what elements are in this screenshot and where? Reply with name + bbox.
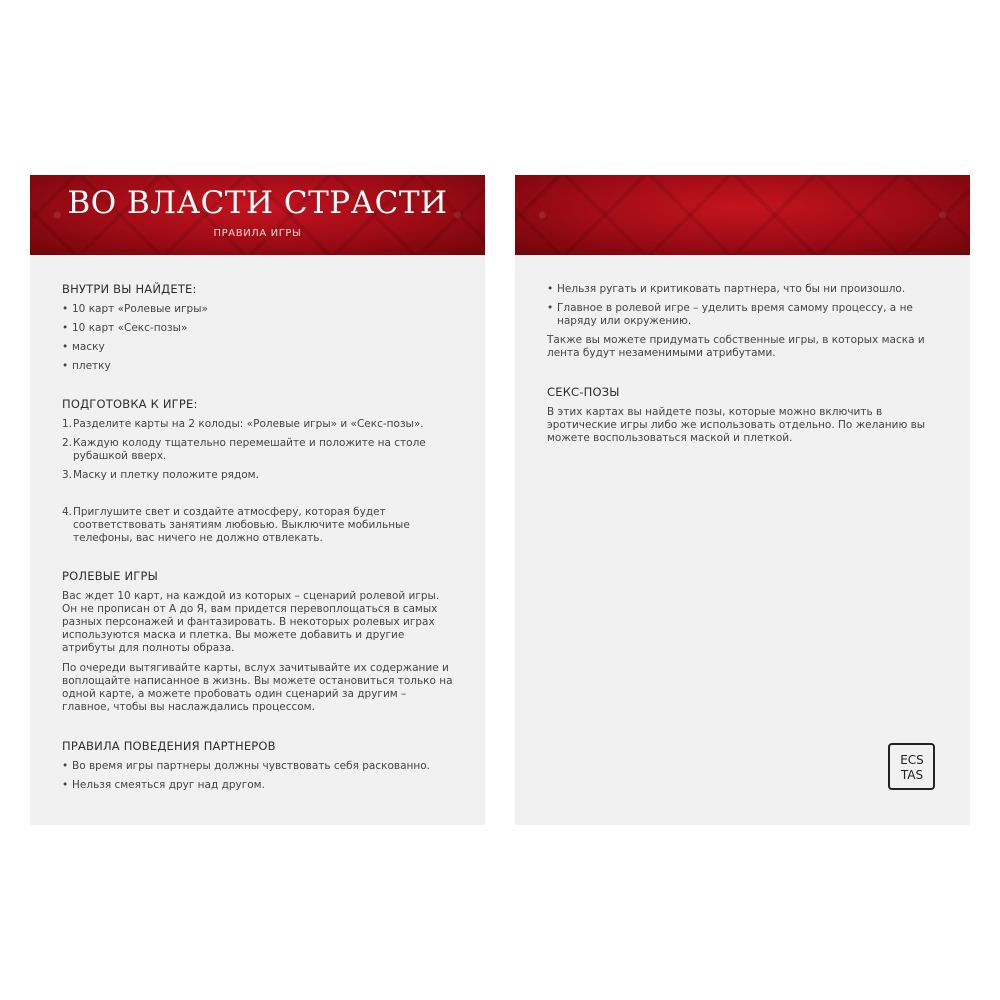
page-title: ВО ВЛАСТИ СТРАСТИ bbox=[67, 185, 448, 221]
svg-text:TAS: TAS bbox=[900, 767, 923, 782]
list-item: • плетку bbox=[62, 360, 111, 372]
list-item: • Главное в ролевой игре – уделить время самому процессу, а не наряду или окружению. bbox=[547, 302, 913, 327]
list-item: • 10 карт «Ролевые игры» bbox=[62, 303, 208, 315]
sex-poses-paragraph: В этих картах вы найдете позы, которые можно включить в эротические игры либо же использовать отдельно. По желанию вы можете воспользоваться маской и плеткой. bbox=[547, 406, 926, 444]
list-item: • маску bbox=[62, 341, 105, 353]
list-item: • Во время игры партнеры должны чувствовать себя раскованно. bbox=[62, 760, 431, 772]
left-content bbox=[62, 282, 457, 798]
svg-text:ECS: ECS bbox=[899, 752, 924, 767]
rules-page-left bbox=[30, 175, 485, 825]
list-item: • 10 карт «Секс-позы» bbox=[62, 322, 188, 334]
list-item: 3. Маску и плетку положите рядом. bbox=[62, 469, 259, 481]
roleplay-paragraph-1: Вас ждет 10 карт, на каждой из которых – сценарий ролевой игры. Он не прописан от А до Я, вам придется перевоплощаться в самых разных персонажей и фантазировать. В некоторых ролевых играх используются маска и плетка. Вы можете добавить и другие атрибуты для полноты образа. bbox=[62, 590, 440, 654]
list-item: • Нельзя смеяться друг над другом. bbox=[62, 779, 265, 791]
rules-page-right bbox=[515, 175, 970, 825]
section-heading-prep: ПОДГОТОВКА К ИГРЕ: bbox=[62, 397, 198, 411]
red-banner bbox=[30, 175, 485, 255]
list-item: 4. Приглушите свет и создайте атмосферу, которая будет соответствовать занятиям любовью. Выключите мобильные телефоны, вас ничего не должно отвлекать. bbox=[62, 506, 410, 544]
page-subtitle: ПРАВИЛА ИГРЫ bbox=[213, 228, 302, 239]
section-heading-inside: ВНУТРИ ВЫ НАЙДЕТЕ: bbox=[62, 282, 197, 296]
right-content bbox=[547, 283, 942, 452]
red-banner bbox=[515, 175, 970, 255]
list-item: 1. Разделите карты на 2 колоды: «Ролевые игры» и «Секс-позы». bbox=[62, 418, 424, 430]
section-heading-sex-poses: СЕКС-ПОЗЫ bbox=[547, 385, 620, 399]
section-heading-rules: ПРАВИЛА ПОВЕДЕНИЯ ПАРТНЕРОВ bbox=[62, 739, 276, 753]
roleplay-paragraph-2: По очереди вытягивайте карты, вслух зачитывайте их содержание и воплощайте написанное в жизнь. Вы можете остановиться только на одной карте, а можете пробовать один сценарий за другим – главное, чтобы вы наслаждались процессом. bbox=[62, 662, 453, 713]
ecstas-logo-mark bbox=[893, 750, 931, 784]
section-heading-roleplay: РОЛЕВЫЕ ИГРЫ bbox=[62, 569, 158, 583]
list-item: 2. Каждую колоду тщательно перемешайте и положите на столе рубашкой вверх. bbox=[62, 437, 426, 462]
list-item: • Нельзя ругать и критиковать партнера, что бы ни произошло. bbox=[547, 283, 906, 295]
also-paragraph: Также вы можете придумать собственные игры, в которых маска и лента будут незаменимыми атрибутами. bbox=[547, 334, 925, 359]
ecstas-logo-icon bbox=[888, 743, 935, 790]
